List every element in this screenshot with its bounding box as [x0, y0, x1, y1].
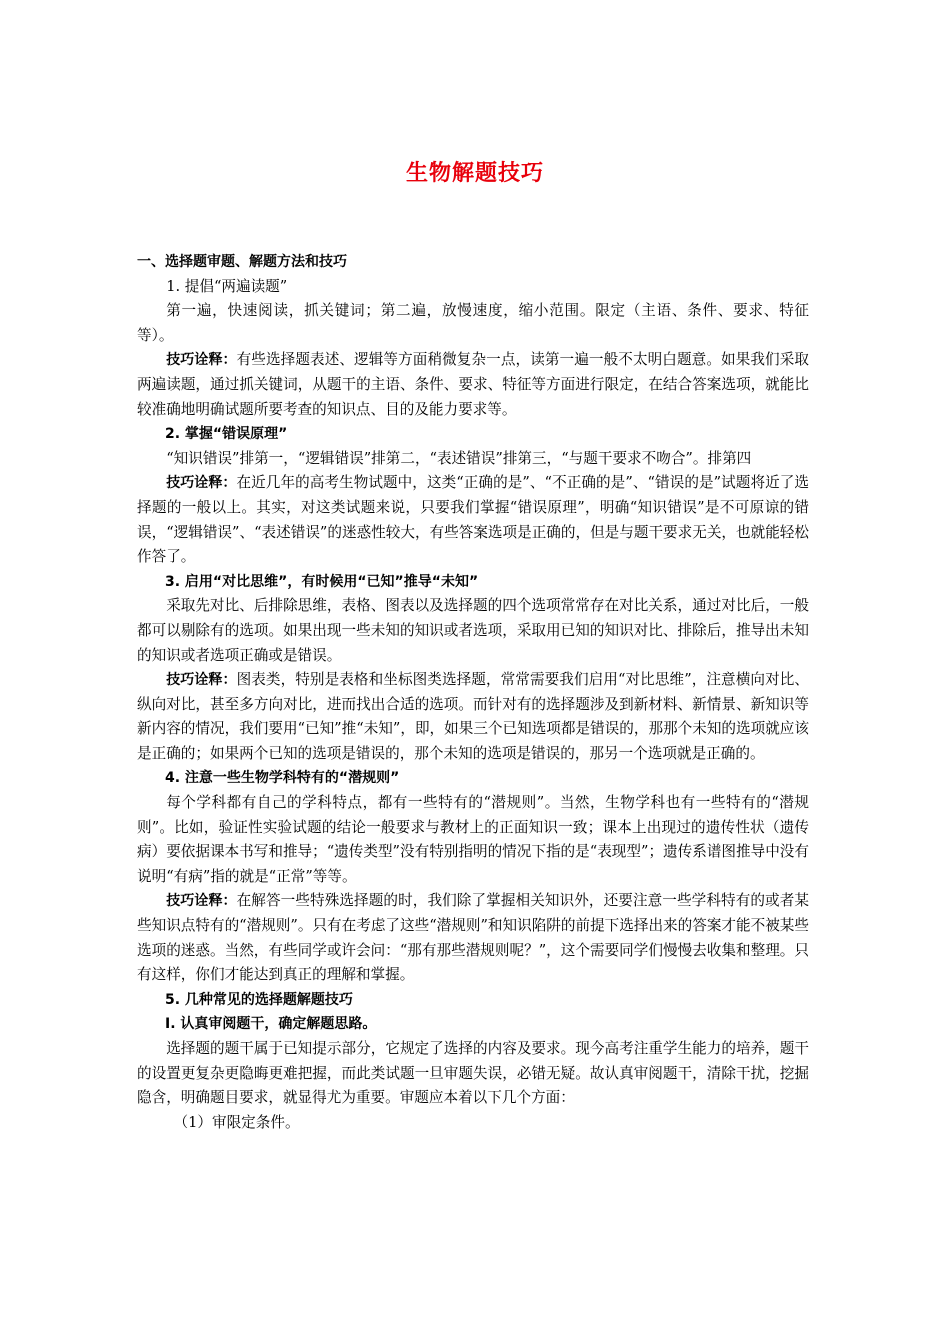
- section-heading: 一、选择题审题、解题方法和技巧: [137, 254, 347, 270]
- tip-text: 在近几年的高考生物试题中，这类“正确的是”、“不正确的是”、“错误的是”试题将近了选择题的一般以上。其实，对这类试题来说，只要我们掌握“错误原理”，明确“知识错误”是不可原谅的错误，“逻辑错误”、“表述错误”的迷惑性较大，有些答案选项是正确的，但是与题干要求无关，也就能轻松作答了。: [137, 474, 809, 566]
- paragraph-2: “知识错误”排第一，“逻辑错误”排第二，“表述错误”排第三，“与题干要求不吻合”。排第四: [166, 449, 752, 467]
- item-heading-1: 1. 提倡“两遍读题”: [166, 277, 288, 295]
- paragraph-3: 采取先对比、后排除思维，表格、图表以及选择题的四个选项常常存在对比关系，通过对比后，一般都可以剔除有的选项。如果出现一些未知的知识或者选项，采取用已知的知识对比、排除后，推导出未知的知识或者选项正确或是错误。: [137, 597, 809, 664]
- paragraph-4: 每个学科都有自己的学科特点，都有一些特有的“潜规则”。当然，生物学科也有一些特有的“潜规则”。比如，验证性实验试题的结论一般要求与教材上的正面知识一致；课本上出现过的遗传性状（遗传病）要依据课本书写和推导；“遗传类型”没有特别指明的情况下指的是“表现型”；遗传系谱图推导中没有说明“有病”指的就是“正常”等等。: [137, 794, 809, 885]
- tip-label: 技巧诠释：: [166, 893, 237, 910]
- document-body: [137, 250, 809, 1135]
- tip-label: 技巧诠释：: [166, 475, 237, 492]
- list-item: （1）审限定条件。: [173, 1113, 300, 1131]
- tip-paragraph-4: [137, 889, 809, 987]
- paragraph-1: 第一遍，快速阅读，抓关键词；第二遍，放慢速度，缩小范围。限定（主语、条件、要求、特征等）。: [137, 302, 809, 344]
- item-heading-5: 5. 几种常见的选择题解题技巧: [165, 991, 353, 1008]
- sub-heading-5-1: Ⅰ. 认真审阅题干，确定解题思路。: [165, 1016, 377, 1033]
- item-heading-4: 4. 注意一些生物学科特有的“潜规则”: [165, 770, 400, 787]
- tip-paragraph-1: [137, 348, 809, 422]
- tip-text: 有些选择题表述、逻辑等方面稍微复杂一点，读第一遍一般不太明白题意。如果我们采取两遍读题，通过抓关键词，从题干的主语、条件、要求、特征等方面进行限定，在结合答案选项，就能比较准确地明确试题所要考查的知识点、目的及能力要求等。: [137, 351, 810, 418]
- tip-label: 技巧诠释：: [166, 672, 237, 689]
- tip-text: 图表类，特别是表格和坐标图类选择题，常常需要我们启用“对比思维”，注意横向对比、纵向对比，甚至多方向对比，进而找出合适的选项。而针对有的选择题涉及到新材料、新情景、新知识等新内容的情况，我们要用“已知”推“未知”，即，如果三个已知选项都是错误的，那那个未知的选项就应该是正确的；如果两个已知的选项是错误的，那个未知的选项是错误的，那另一个选项就是正确的。: [137, 671, 810, 762]
- page-title: 生物解题技巧: [405, 161, 544, 186]
- item-heading-3: 3. 启用“对比思维”，有时候用“已知”推导“未知”: [165, 573, 479, 590]
- tip-label: 技巧诠释：: [166, 352, 237, 369]
- tip-paragraph-3: [137, 668, 809, 766]
- tip-paragraph-2: [137, 471, 809, 569]
- item-heading-2: 2. 掌握“错误原理”: [165, 426, 288, 443]
- paragraph-5: 选择题的题干属于已知提示部分，它规定了选择的内容及要求。现今高考注重学生能力的培养，题干的设置更复杂更隐晦更难把握，而此类试题一旦审题失误，必错无疑。故认真审阅题干，清除干扰，挖掘隐含，明确题目要求，就显得尤为重要。审题应本着以下几个方面：: [137, 1040, 809, 1107]
- tip-text: 在解答一些特殊选择题的时，我们除了掌握相关知识外，还要注意一些学科特有的或者某些知识点特有的“潜规则”。只有在考虑了这些“潜规则”和知识陷阱的前提下选择出来的答案才能不被某些选项的迷惑。当然，有些同学或许会问：“那有那些潜规则呢？”，这个需要同学们慢慢去收集和整理。只有这样，你们才能达到真正的理解和掌握。: [137, 892, 810, 984]
